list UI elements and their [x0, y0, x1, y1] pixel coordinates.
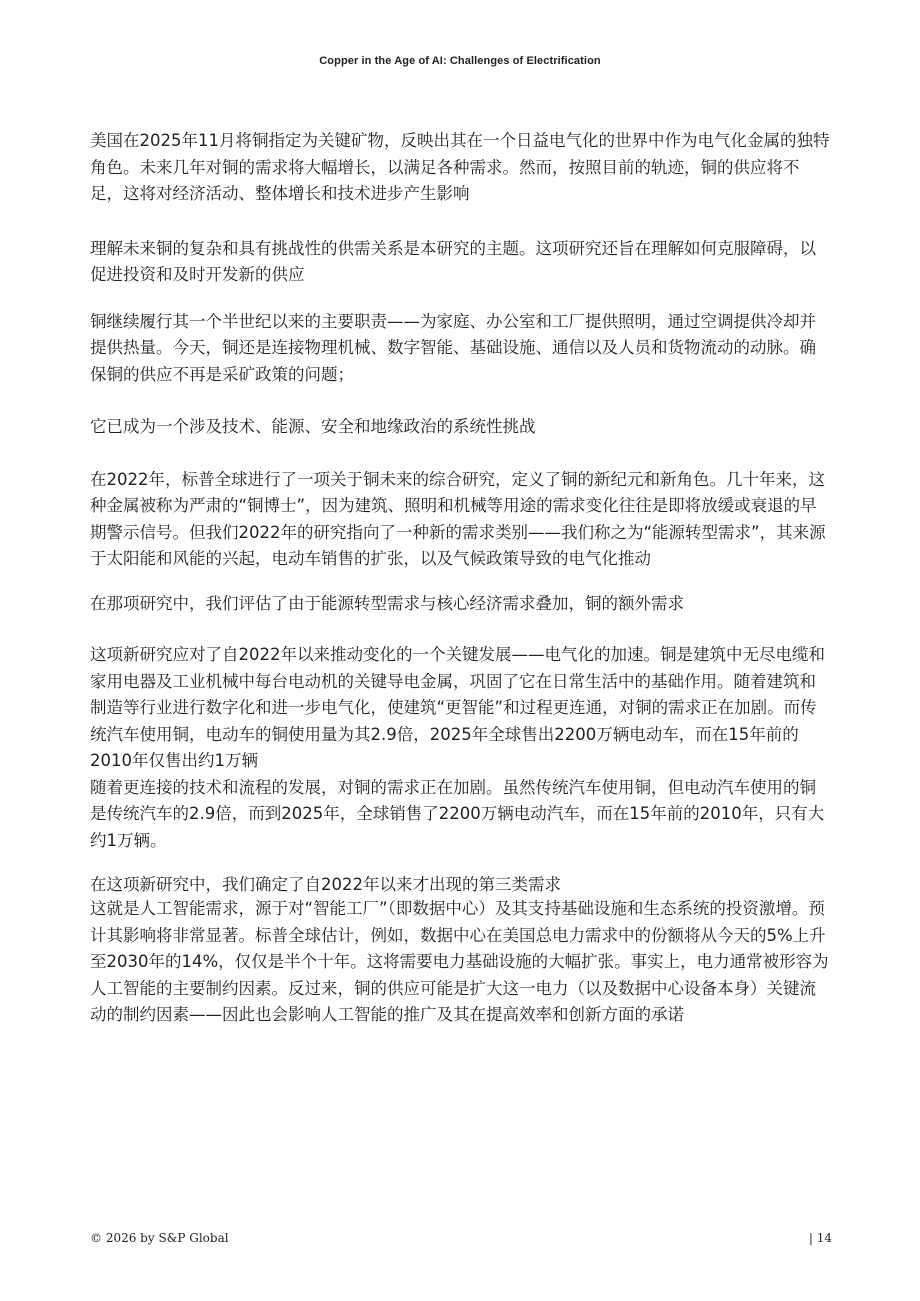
paragraph-additional-demand: 在那项研究中，我们评估了由于能源转型需求与核心经济需求叠加，铜的额外需求	[90, 593, 684, 613]
paragraph-2022-study: 在2022年，标普全球进行了一项关于铜未来的综合研究，定义了铜的新纪元和新角色。几十年来，这种金属被称为严肃的“铜博士”，因为建筑、照明和机械等用途的需求变化往往是即将放缓或衰退的早期警示信号。但我们2022年的研究指向了一种新的需求类别——我们称之为“能源转型需求”，其来源于太阳能和风能的兴起，电动车销售的扩张，以及气候政策导致的电气化推动	[90, 469, 826, 568]
article-body	[90, 128, 832, 1029]
paragraph-systemic-challenge: 它已成为一个涉及技术、能源、安全和地缘政治的系统性挑战	[90, 417, 536, 436]
paragraph-electrification: 这项新研究应对了自2022年以来推动变化的一个关键发展——电气化的加速。铜是建筑中无尽电缆和家用电器及工业机械中每台电动机的关键导电金属，巩固了它在日常生活中的基础作用。随着建筑和制造等行业进行数字化和进一步电气化，使建筑“更智能”和过程更连通，对铜的需求正在加剧。而传统汽车使用铜，电动车的铜使用量为其2.9倍，2025年全球售出2200万辆电动车，而在15年前的2010年仅售出约1万辆	[90, 645, 825, 770]
running-header: Copper in the Age of AI: Challenges of Electrification	[319, 55, 601, 67]
paragraph-ev-demand: 随着更连接的技术和流程的发展，对铜的需求正在加剧。虽然传统汽车使用铜，但电动汽车使用的铜是传统汽车的2.9倍，而到2025年，全球销售了2200万辆电动汽车，而在15年前的2010年，只有大约1万辆。	[90, 777, 825, 850]
page-number: | 14	[808, 1231, 832, 1245]
paragraph-ai-demand: 这就是人工智能需求，源于对“智能工厂”（即数据中心）及其支持基础设施和生态系统的投资激增。预计其影响将非常显著。标普全球估计，例如，数据中心在美国总电力需求中的份额将从今天的5%上升至2030年的14%，仅仅是半个十年。这将需要电力基础设施的大幅扩张。事实上，电力通常被形容为人工智能的主要制约因素。反过来，铜的供应可能是扩大这一电力（以及数据中心设备本身）关键流动的制约因素——因此也会影响人工智能的推广及其在提高效率和创新方面的承诺	[90, 899, 829, 1024]
paragraph-copper-role: 铜继续履行其一个半世纪以来的主要职责——为家庭、办公室和工厂提供照明，通过空调提供冷却并提供热量。今天，铜还是连接物理机械、数字智能、基础设施、通信以及人员和货物流动的动脉。确保铜的供应不再是采矿政策的问题；	[90, 311, 816, 384]
paragraph-research-topic: 理解未来铜的复杂和具有挑战性的供需关系是本研究的主题。这项研究还旨在理解如何克服障碍，以促进投资和及时开发新的供应	[90, 238, 816, 284]
copyright-notice: © 2026 by S&P Global	[90, 1231, 229, 1245]
paragraph-critical-mineral: 美国在2025年11月将铜指定为关键矿物，反映出其在一个日益电气化的世界中作为电气化金属的独特角色。未来几年对铜的需求将大幅增长，以满足各种需求。然而，按照目前的轨迹，铜的供应将不足，这将对经济活动、整体增长和技术进步产生影响	[90, 131, 830, 203]
paragraph-third-demand: 在这项新研究中，我们确定了自2022年以来才出现的第三类需求	[90, 875, 561, 894]
